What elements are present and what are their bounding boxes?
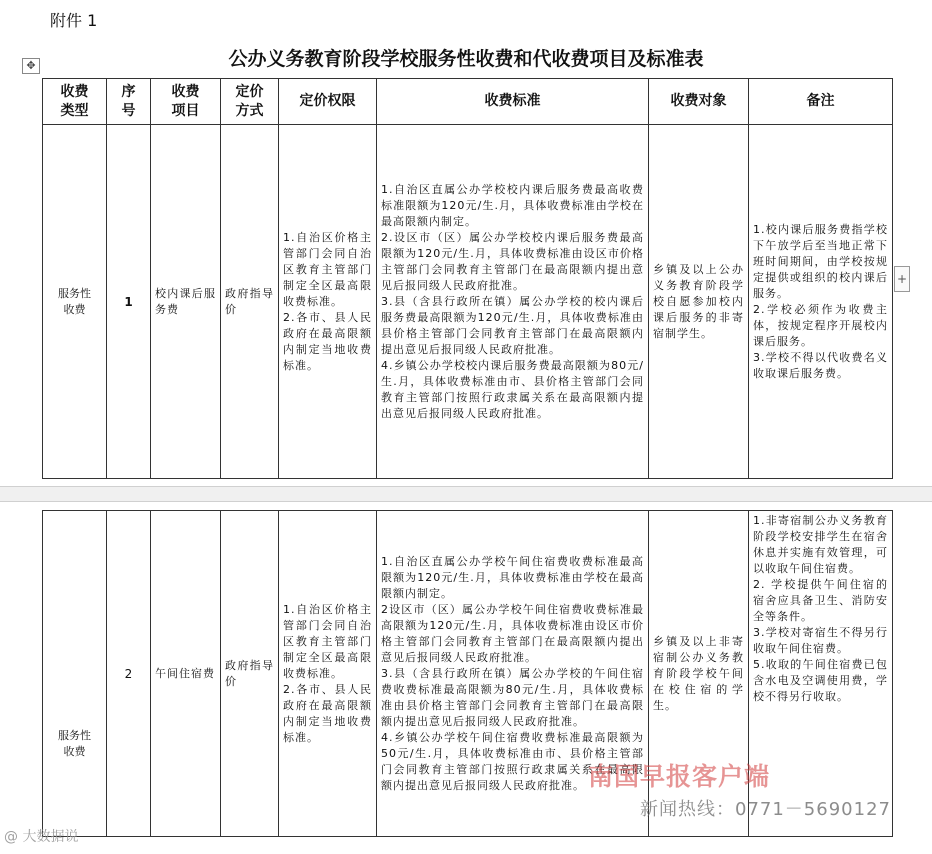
brand-watermark: 南国早报客户端	[588, 762, 771, 791]
document-title: 公办义务教育阶段学校服务性收费和代收费项目及标准表	[228, 48, 704, 70]
table-header-row	[43, 79, 893, 125]
header-remark: 备注	[749, 79, 893, 125]
cell-remark: 1.校内课后服务费指学校下午放学后至当地正常下班时间期间，由学校按规定提供或组织的校内课后服务。 2.学校必须作为收费主体，按规定程序开展校内课后服务。 3.学校不得以代收费名义收取课后服务费。	[749, 125, 893, 479]
add-column-plus-icon[interactable]: +	[894, 266, 910, 292]
attachment-label: 附件 1	[50, 11, 98, 30]
table-row	[43, 125, 893, 479]
page-break-divider	[0, 486, 932, 502]
header-fee-standard: 收费标准	[377, 79, 649, 125]
cell-fee-item: 午间住宿费	[151, 511, 221, 837]
cell-fee-type: 服务性 收费	[43, 125, 107, 479]
header-fee-type: 收费 类型	[43, 79, 107, 125]
cell-fee-target: 乡镇及以上公办义务教育阶段学校自愿参加校内课后服务的非寄宿制学生。	[649, 125, 749, 479]
hotline-watermark: 新闻热线：0771－5690127	[640, 799, 891, 820]
cell-fee-item: 校内课后服务费	[151, 125, 221, 479]
fee-table-part-1	[42, 78, 893, 479]
cell-pricing-method: 政府指导价	[221, 125, 279, 479]
cell-fee-standard: 1.自治区直属公办学校午间住宿费收费标准最高限额为120元/生.月，具体收费标准由学校在最高限额内制定。 2设区市（区）属公办学校午间住宿费收费标准最高限额为120元/生.月，具体收费标准由设区市价格主管部门会同教育主管部门在最高限额内提出意见后报同级人民政府批准。 3.县（含县行政所在镇）属公办学校的午间住宿费收费标准最高限额为80元/生.月，具体收费标准由县价格主管部门会同教育主管部门在最高限额内提出意见后报同级人民政府批准。 4.乡镇公办学校午间住宿费收费标准最高限额为50元/生.月，具体收费标准由市、县价格主管部门会同教育主管部门按照行政隶属关系在最高限额内提出意见后报同级人民政府批准。	[377, 511, 649, 837]
cell-remark: 1.非寄宿制公办义务教育阶段学校安排学生在宿舍休息并实施有效管理，可以收取午间住宿费。 2. 学校提供午间住宿的宿舍应具备卫生、消防安全等条件。 3.学校对寄宿生不得另行收取午间住宿费。 5.收取的午间住宿费已包含水电及空调使用费，学校不得另行收取。	[749, 511, 893, 837]
source-watermark: @ 大数据说	[4, 829, 79, 845]
header-pricing-authority: 定价权限	[279, 79, 377, 125]
header-fee-item: 收费 项目	[151, 79, 221, 125]
cell-serial-no: 2	[107, 511, 151, 837]
cell-fee-target: 乡镇及以上非寄宿制公办义务教育阶段学校午间在校住宿的学生。	[649, 511, 749, 837]
cell-serial-no: 1	[107, 125, 151, 479]
table-move-handle-icon[interactable]: ✥	[22, 58, 40, 74]
cell-fee-type: 服务性 收费	[43, 511, 107, 837]
cell-pricing-authority: 1.自治区价格主管部门会同自治区教育主管部门制定全区最高限收费标准。 2.各市、县人民政府在最高限额内制定当地收费标准。	[279, 125, 377, 479]
header-pricing-method: 定价 方式	[221, 79, 279, 125]
cell-pricing-method: 政府指导价	[221, 511, 279, 837]
cell-fee-standard: 1.自治区直属公办学校校内课后服务费最高收费标准限额为120元/生.月，具体收费标准由学校在最高限额内制定。 2.设区市（区）属公办学校校内课后服务费最高限额为120元/生.月，具体收费标准由设区市价格主管部门会同教育主管部门在最高限额内提出意见后报同级人民政府批准。 3.县（含县行政所在镇）属公办学校的校内课后服务费最高限额为120元/生.月，具体收费标准由县价格主管部门会同教育主管部门在最高限额内提出意见后报同级人民政府批准。 4.乡镇公办学校校内课后服务费最高限额为80元/生.月，具体收费标准由市、县价格主管部门会同教育主管部门按照行政隶属关系在最高限额内提出意见后报同级人民政府批准。	[377, 125, 649, 479]
cell-pricing-authority: 1.自治区价格主管部门会同自治区教育主管部门制定全区最高限收费标准。 2.各市、县人民政府在最高限额内制定当地收费标准。	[279, 511, 377, 837]
header-serial-no: 序 号	[107, 79, 151, 125]
header-fee-target: 收费对象	[649, 79, 749, 125]
